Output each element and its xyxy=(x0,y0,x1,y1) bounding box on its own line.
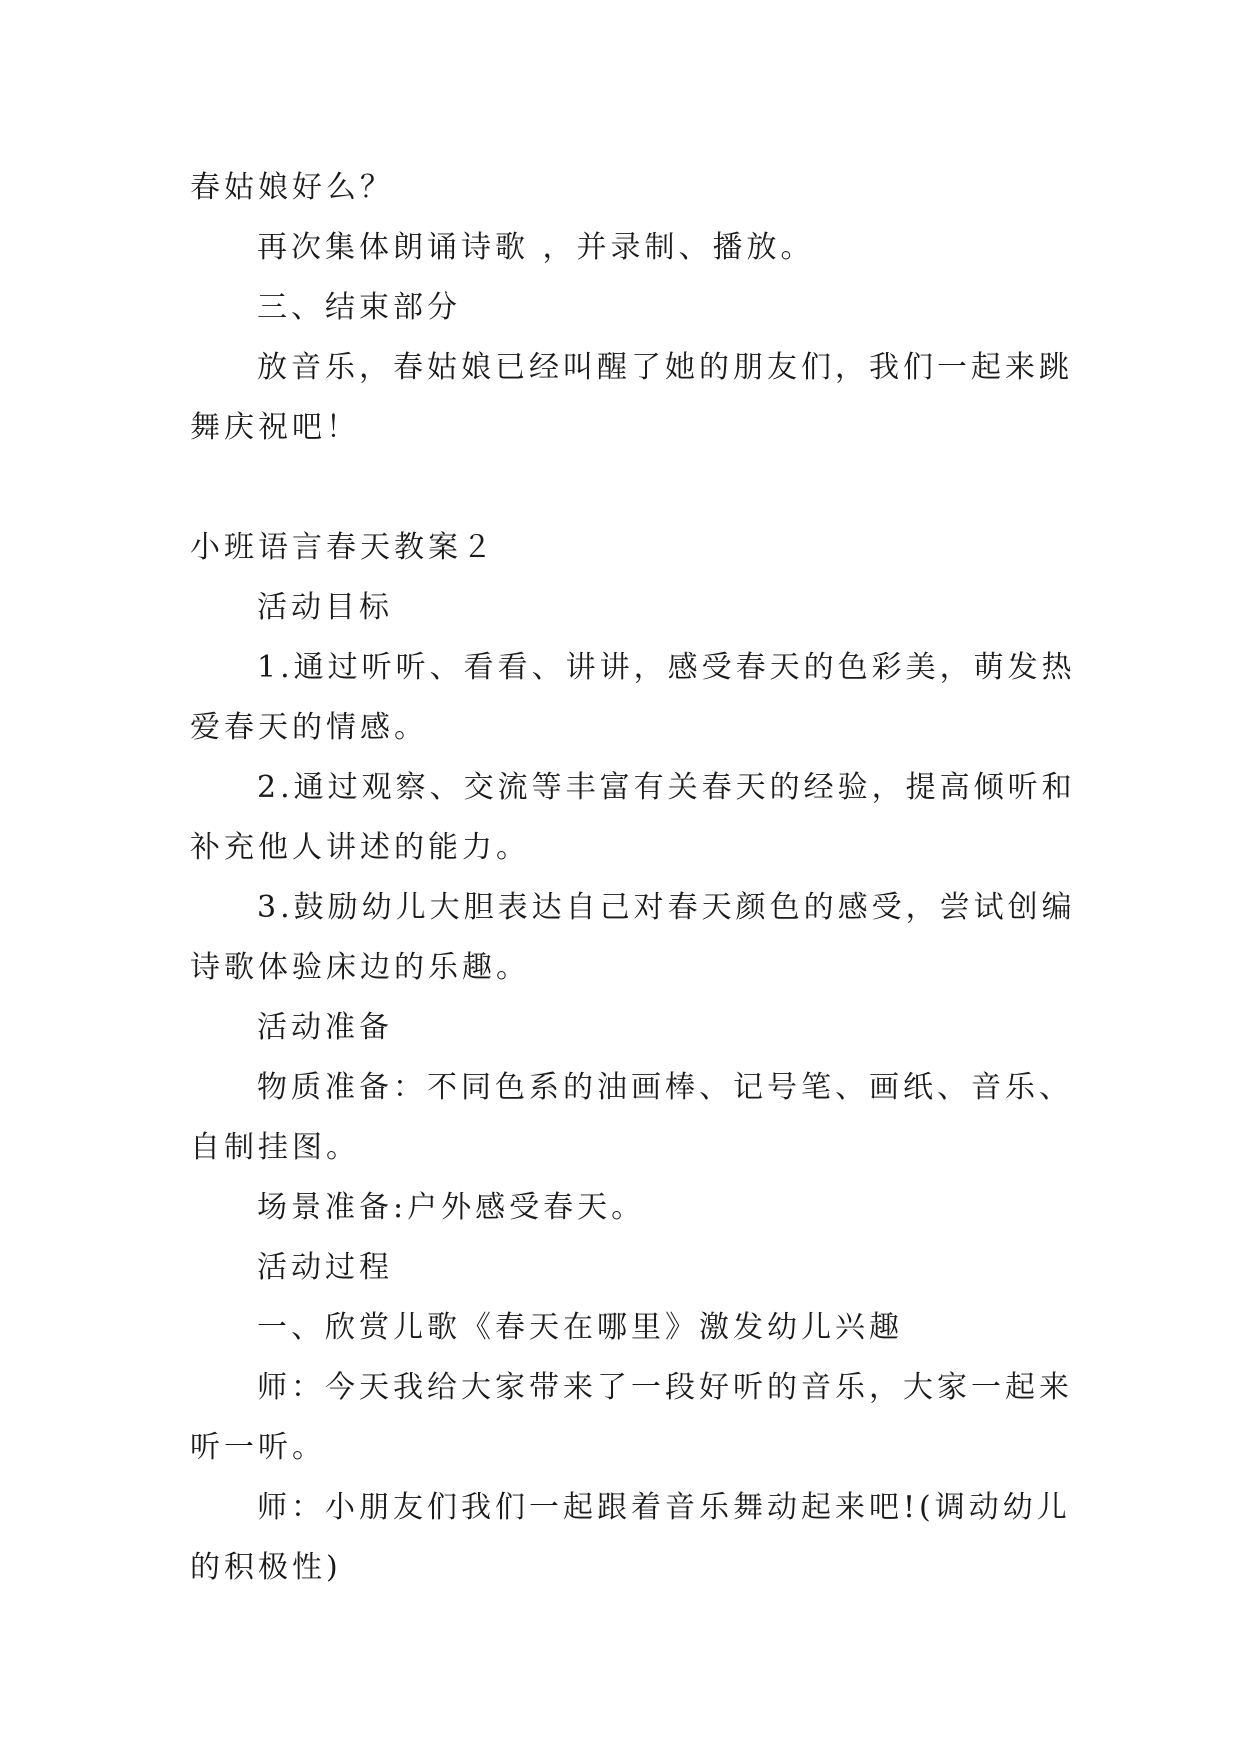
text-line: 1.通过听听、看看、讲讲，感受春天的色彩美，萌发热 xyxy=(257,650,1076,685)
section-heading: 活动准备 xyxy=(257,1010,393,1045)
text-line: 放音乐，春姑娘已经叫醒了她的朋友们，我们一起来跳 xyxy=(257,350,1073,385)
document-title: 小班语言春天教案２ xyxy=(190,530,496,565)
text-line: 的积极性) xyxy=(190,1550,342,1585)
text-line: 舞庆祝吧！ xyxy=(190,410,360,445)
text-line: 补充他人讲述的能力。 xyxy=(190,830,530,865)
text-line: 师：小朋友们我们一起跟着音乐舞动起来吧!(调动幼儿 xyxy=(257,1490,1071,1525)
text-line: 一、欣赏儿歌《春天在哪里》激发幼儿兴趣 xyxy=(257,1310,903,1345)
section-heading: 三、结束部分 xyxy=(257,290,461,325)
text-line: 3.鼓励幼儿大胆表达自己对春天颜色的感受，尝试创编 xyxy=(257,890,1076,925)
text-line: 诗歌体验床边的乐趣。 xyxy=(190,950,530,985)
text-line: 春姑娘好么？ xyxy=(190,170,394,205)
text-line: 物质准备：不同色系的油画棒、记号笔、画纸、音乐、 xyxy=(257,1070,1073,1105)
section-heading: 活动过程 xyxy=(257,1250,393,1285)
text-line: 自制挂图。 xyxy=(190,1130,360,1165)
text-line: 爱春天的情感。 xyxy=(190,710,428,745)
text-line: 再次集体朗诵诗歌 ，并录制、播放。 xyxy=(257,230,815,265)
text-line: 2.通过观察、交流等丰富有关春天的经验，提高倾听和 xyxy=(257,770,1076,805)
text-line: 师：今天我给大家带来了一段好听的音乐，大家一起来 xyxy=(257,1370,1073,1405)
text-line: 听一听。 xyxy=(190,1430,326,1465)
text-line: 场景准备:户外感受春天。 xyxy=(257,1190,646,1225)
section-heading: 活动目标 xyxy=(257,590,393,625)
